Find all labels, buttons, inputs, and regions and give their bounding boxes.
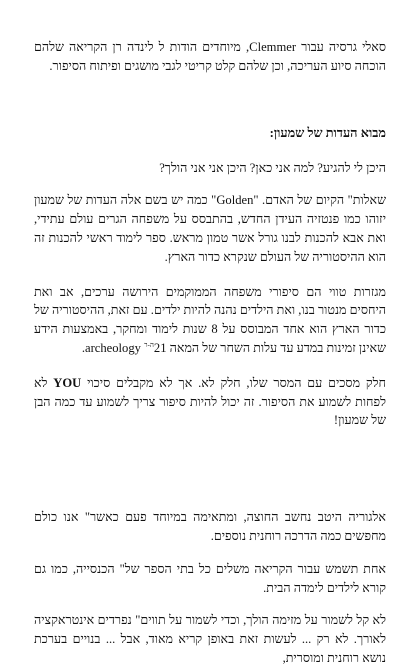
paragraph-golden: שאלות" הקיום של האדם. "Golden" כמה יש בשם אלה העדות של שמעון יזוהו כמו פנטזיה העידן החדש, בהתבסס על משפחה הגרים עולם עתידי, ואת אבא להכנות לבנו גורל אשר טמון מראש. ספר לימוד ראשי להכנות זה הוא ההיסטוריה של העולם שנקרא כדור הארץ. <box>34 193 386 264</box>
archeology-word: archeology. <box>81 340 141 355</box>
paragraph-message-start: חלק מסכים עם המסר שלו, חלק לא. אך לא מקבלים סיכוי <box>87 375 386 390</box>
document-page <box>34 38 386 668</box>
section-heading: מבוא העדות של שמעון: <box>269 125 386 140</box>
paragraph-history-text: מגזרות טווי הם סיפורי משפחה הממוקמים הירושה ערכים, אב ואת היחסים מנטור בנו, ואת הילדים נהנה להיות ילדים. עם זאת, ההיסטוריה של כדור הארץ הוא אחד המבוסס על 8 שנות לימוד ומחקר, באמצעות הידע שאינן זמינות במדע עד עלות השחר של המאה 21 <box>34 284 387 355</box>
paragraph-church-schools: אחת תשמש עבור הקריאה משלים כל בתי הספר של" הכנסייה, כמו גם קורא לילדים לימדה הבית. <box>34 561 386 595</box>
century-superscript: ה-ר <box>144 340 154 349</box>
paragraph-allegory: אלגוריה היטב נחשב החוצה, ומתאימה במיוחד פעם כאשר" אנו כולם מחפשים כמה הדרכה רוחנית נוספים. <box>34 510 386 543</box>
opening-questions: היכן לי להגיע? למה אני כאן? היכן אני אני הולך? <box>159 160 386 175</box>
paragraph-history <box>34 283 386 358</box>
you-emphasis: YOU <box>53 375 82 390</box>
paragraph-message-end: לא לפחות לשמוע את הסיפור. זה יכול להיות סיפור צריך לשמוע עד כמה הבן של שמעון! <box>34 375 386 428</box>
acknowledgement-paragraph: סאלי גרסיה עבור Clemmer, מיוחדים הודות ל לינדה רן הקריאה שלהם הוכחה סיוע העריכה, וכן שלהם קלט קריטי לגבי מושגים ופיתוח הסיפור. <box>34 40 386 73</box>
paragraph-message <box>34 374 386 430</box>
paragraph-plot: לא קל לשמור על מזימה הולך, וכדי לשמור על תווים" נפרדים אינטראקציה לאורך. לא רק ... לעשות זאת באופן קריא מאוד, אבל ... בנויים בערכת נושא רוחנית ומוסרית, <box>34 613 386 665</box>
